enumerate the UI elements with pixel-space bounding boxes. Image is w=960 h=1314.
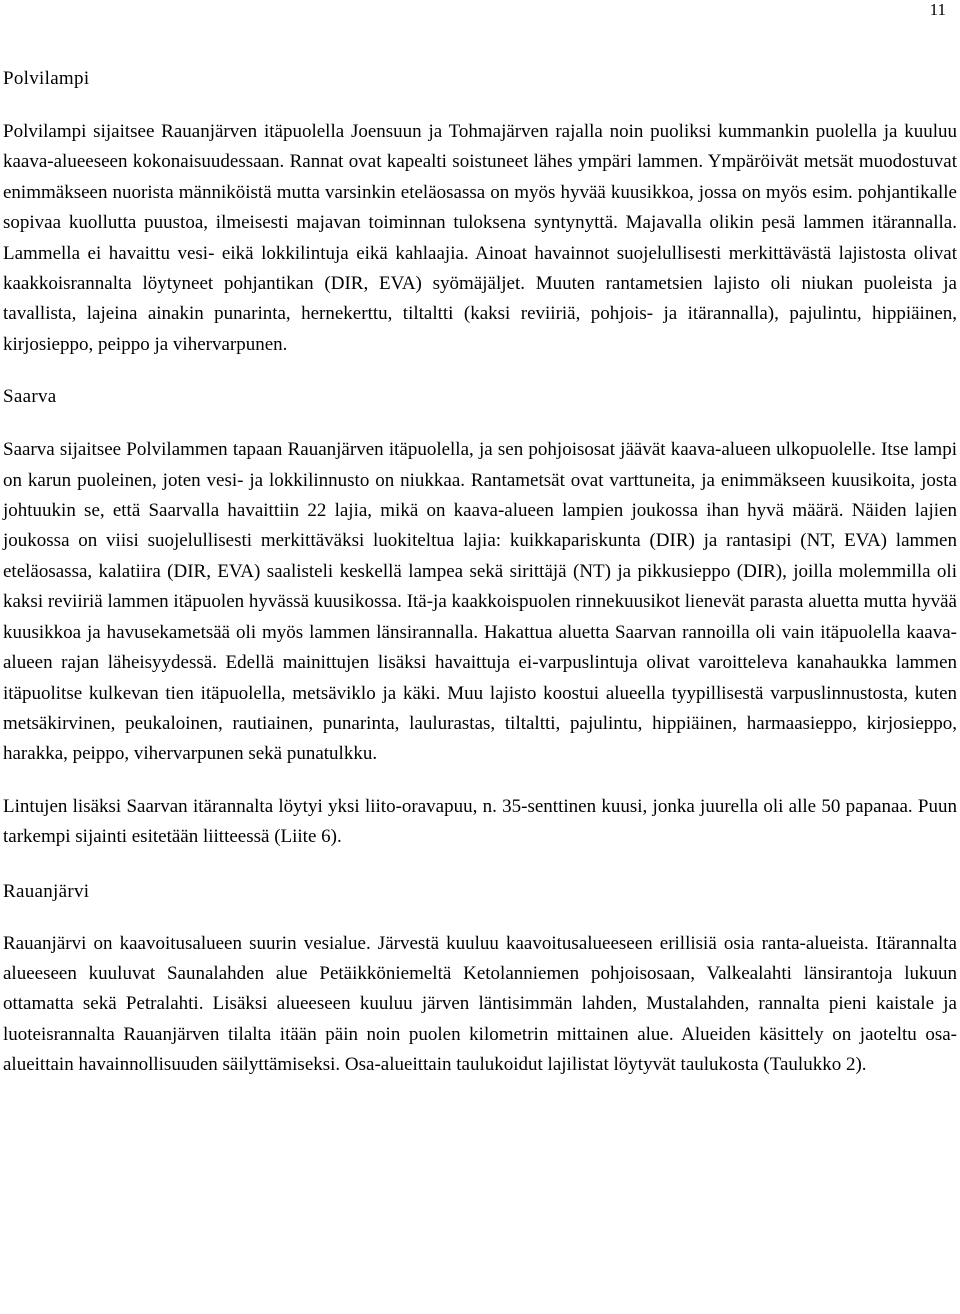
document-body [3,64,957,1081]
paragraph-rauanjarvi: Rauanjärvi on kaavoitusalueen suurin vesialue. Järvestä kuuluu kaavoitusalueeseen erillisiä osia ranta-alueista. Itärannalta alueeseen kuuluvat Saunalahden alue Petäikköniemeltä Ketolanniemen pohjoisosaan, Valkealahti länsirantoja lukuun ottamatta sekä Petralahti. Lisäksi alueeseen kuuluu järven läntisimmän lahden, Mustalahden, rannalta pieni kaistale ja luoteisrannalta Rauanjärven tilalta itään päin noin puolen kilometrin mittainen alue. Alueiden käsittely on jaoteltu osa-alueittain havainnollisuuden säilyttämiseksi. Osa-alueittain taulukoidut lajilistat löytyvät taulukosta (Taulukko 2). [3,932,957,1076]
paragraph-polvilampi: Polvilampi sijaitsee Rauanjärven itäpuolella Joensuun ja Tohmajärven rajalla noin puoliksi kummankin puolella ja kuuluu kaava-alueeseen kokonaisuudessaan. Rannat ovat kapealti soistuneet lähes ympäri lammen. Ympäröivät metsät muodostuvat enimmäkseen nuorista männiköistä mutta varsinkin eteläosassa on myös hyvää kuusikkoa, jossa on myös esim. pohjantikalle sopivaa kuollutta puustoa, ilmeisesti majavan toiminnan tuloksena syntynyttä. Majavalla olikin pesä lammen itärannalla. Lammella ei havaittu vesi- eikä lokkilintuja eikä kahlaajia. Ainoat havainnot suojelullisesti merkittävästä lajistosta olivat kaakkoisrannalta löytyneet pohjantikan (DIR, EVA) syömäjäljet. Muuten rantametsien lajisto oli niukan puoleista ja tavallista, lajeina ainakin punarinta, hernekerttu, tiltaltti (kaksi reviiriä, pohjois- ja itärannalla), pajulintu, hippiäinen, kirjosieppo, peippo ja vihervarpunen. [3,121,957,355]
paragraph-saarva-flying-squirrel: Lintujen lisäksi Saarvan itärannalta löytyi yksi liito-oravapuu, n. 35-senttinen kuusi, jonka juurella oli alle 50 papanaa. Puun tarkempi sijainti esitetään liitteessä (Liite 6). [3,795,957,848]
page-number: 11 [929,0,946,19]
section-heading-polvilampi: Polvilampi [3,68,90,89]
section-heading-rauanjarvi: Rauanjärvi [3,880,90,902]
paragraph-saarva-birds: Saarva sijaitsee Polvilammen tapaan Rauanjärven itäpuolella, ja sen pohjoisosat jäävät kaava-alueen ulkopuolelle. Itse lampi on karun puoleinen, joten vesi- ja lokkilinnusto on niukkaa. Rantametsät ovat varttuneita, ja enimmäkseen kuusikoita, josta johtuukin se, että Saarvalla havaittiin 22 lajia, mikä on kaava-alueen lampien joukossa ihan hyvä määrä. Näiden lajien joukossa on viisi suojelullisesti merkittäväksi luokiteltua lajia: kuikkapariskunta (DIR) ja rantasipi (NT, EVA) lammen eteläosassa, kalatiira (DIR, EVA) saalisteli keskellä lampea sekä sirittäjä (NT) ja pikkusieppo (DIR), joilla molemmilla oli kaksi reviiriä lammen itäpuolen hyvässä kuusikossa. Itä-ja kaakkoispuolen rinnekuusikot lienevät parasta aluetta mutta hyvää kuusikkoa ja havusekametsää oli myös lammen länsirannalla. Hakattua aluetta Saarvan rannoilla oli vain itäpuolella kaava-alueen rajan läheisyydessä. Edellä mainittujen lisäksi havaittuja ei-varpuslintuja olivat varoitteleva kanahaukka lammen itäpuolitse kulkevan tien itäpuolella, metsäviklo ja käki. Muu lajisto koostui alueella tyypillisestä varpuslinnustosta, kuten metsäkirvinen, peukaloinen, rautiainen, punarinta, laulurastas, tiltaltti, pajulintu, hippiäinen, harmaasieppo, kirjosieppo, harakka, peippo, vihervarpunen sekä punatulkku. [3,439,957,765]
section-heading-saarva: Saarva [3,386,57,408]
